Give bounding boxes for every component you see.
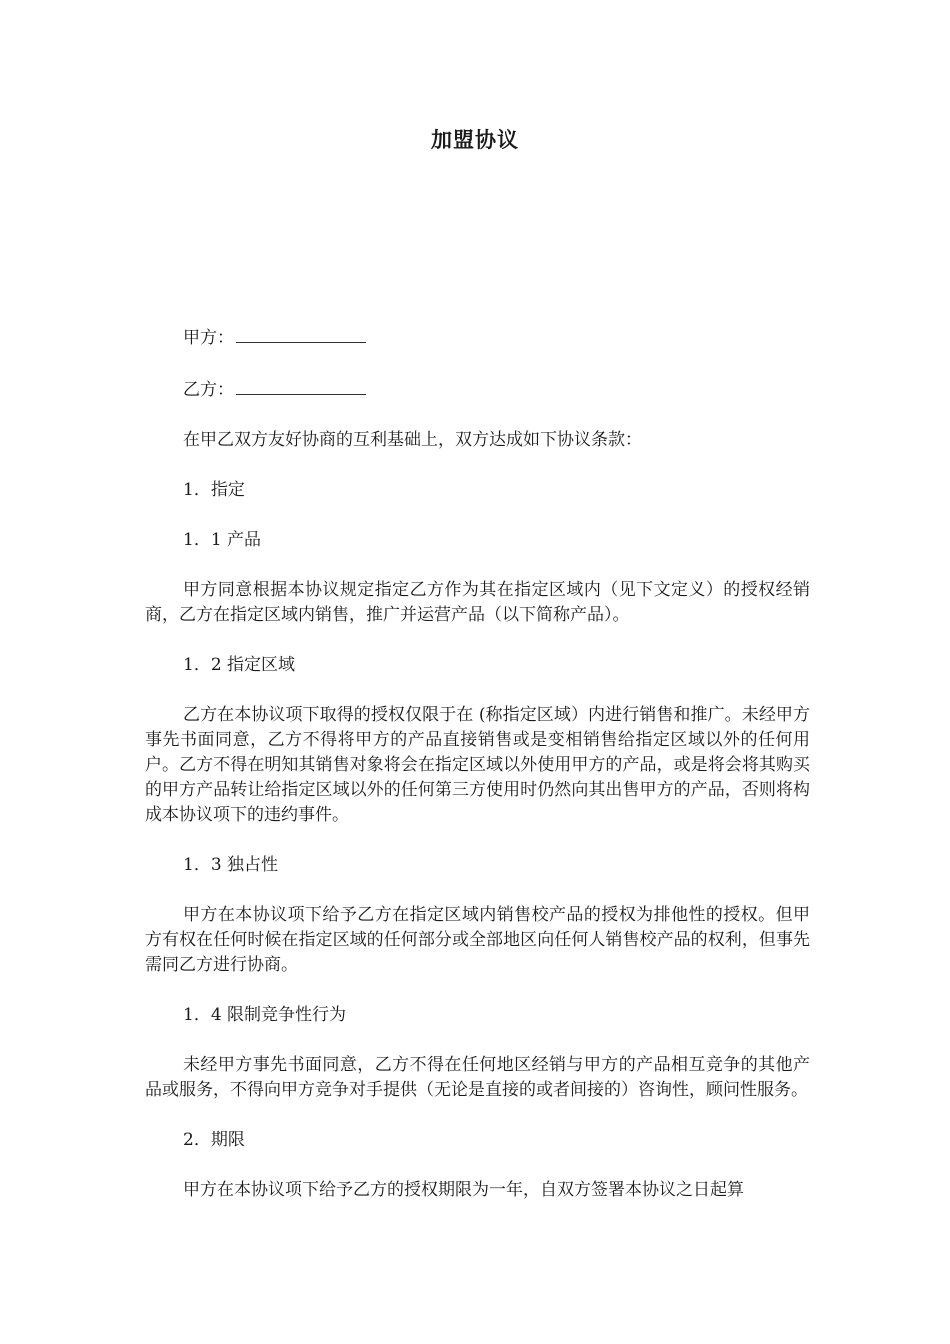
party-b-line [145,376,810,403]
section-heading: 1．4 限制竞争性行为 [183,1005,347,1025]
section-paragraph: 甲方同意根据本协议规定指定乙方作为其在指定区域内（见下文定义）的授权经销商，乙方在指定区域内销售，推广并运营产品（以下简称产品）。 [145,580,810,625]
section-paragraph: 甲方在本协议项下给予乙方的授权期限为一年，自双方签署本协议之日起算 [183,1180,744,1200]
section-heading: 1．2 指定区域 [183,655,296,675]
document-body [145,324,810,1228]
document-title: 加盟协议 [431,127,519,152]
section-heading: 1．3 独占性 [183,855,279,875]
party-a-blank [236,324,366,343]
section-heading: 1．1 产品 [183,530,262,550]
party-a-line [145,324,810,351]
section-heading: 1．指定 [183,480,245,500]
party-a-label: 甲方： [183,328,234,348]
party-b-blank [236,376,366,395]
section-paragraph: 甲方在本协议项下给予乙方在指定区域内销售校产品的授权为排他性的授权。但甲方有权在任何时候在指定区域的任何部分或全部地区向任何人销售校产品的权利，但事先需同乙方进行协商。 [145,905,810,975]
section-paragraph: 未经甲方事先书面同意，乙方不得在任何地区经销与甲方的产品相互竞争的其他产品或服务，不得向甲方竞争对手提供（无论是直接的或者间接的）咨询性，顾问性服务。 [145,1055,810,1100]
party-b-label: 乙方： [183,380,234,400]
section-heading: 2．期限 [183,1130,245,1150]
intro-paragraph: 在甲乙双方友好协商的互利基础上，双方达成如下协议条款： [183,430,642,450]
section-paragraph: 乙方在本协议项下取得的授权仅限于在 (称指定区域）内进行销售和推广。未经甲方事先书面同意，乙方不得将甲方的产品直接销售或是变相销售给指定区域以外的任何用户。乙方不得在明知其销售对象将会在指定区域以外使用甲方的产品，或是将会将其购买的甲方产品转让给指定区域以外的任何第三方使用时仍然向其出售甲方的产品，否则将构成本协议项下的违约事件。 [145,705,810,825]
